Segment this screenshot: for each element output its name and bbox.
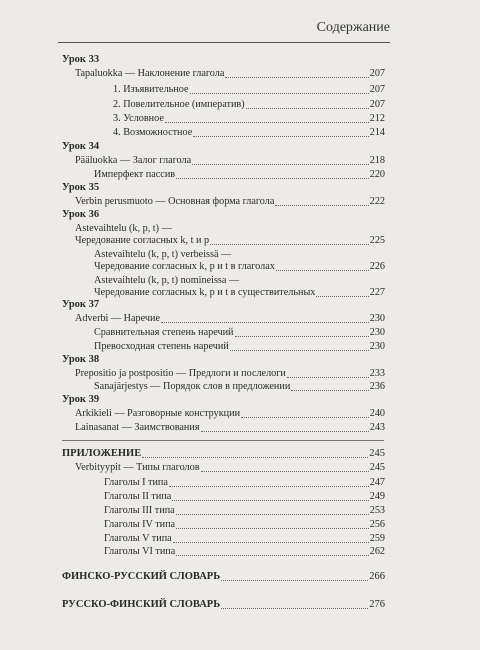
toc-page-number: 236 [369, 381, 385, 392]
dot-leader [291, 382, 368, 391]
dot-leader [221, 572, 368, 581]
toc-entry[interactable] [94, 169, 385, 181]
dot-leader [161, 314, 369, 323]
dot-leader [172, 492, 368, 501]
toc-entry[interactable] [94, 381, 385, 393]
dot-leader [190, 85, 369, 94]
toc-page-number: 247 [369, 477, 385, 488]
toc-page-number: 207 [369, 99, 385, 110]
toc-entry-text: Глаголы V типа [104, 533, 172, 544]
dot-leader [225, 69, 368, 78]
toc-entry[interactable] [75, 196, 385, 208]
dot-leader [201, 423, 369, 432]
dot-leader [173, 534, 369, 543]
dot-leader [169, 478, 369, 487]
toc-page-number: 240 [369, 408, 385, 419]
dot-leader [241, 409, 369, 418]
dot-leader [246, 100, 369, 109]
toc-entry-text: Имперфект пассив [94, 169, 176, 180]
toc-page-number: 245 [369, 462, 385, 473]
toc-entry[interactable] [75, 235, 385, 247]
toc-entry[interactable] [75, 155, 385, 167]
toc-entry[interactable] [75, 462, 385, 474]
toc-entry-text: Verbityypit — Типы глаголов [75, 462, 200, 473]
toc-entry[interactable] [104, 505, 385, 517]
toc-entry-text: 2. Повелительное (императив) [113, 99, 245, 110]
toc-entry-text: Verbin perusmuoto — Основная форма глагола [75, 196, 275, 207]
toc-page-number: 230 [369, 341, 385, 352]
toc-page-number: 207 [369, 84, 385, 95]
toc-entry[interactable] [75, 313, 385, 325]
toc-entry[interactable] [113, 113, 385, 125]
toc-entry-text: Глаголы II типа [104, 491, 172, 502]
dot-leader [201, 463, 369, 472]
dot-leader [176, 506, 369, 515]
lesson-heading: Урок 36 [62, 209, 100, 220]
toc-page-number: 218 [369, 155, 385, 166]
toc-page-number: 233 [369, 368, 385, 379]
toc-page-number: 222 [369, 196, 385, 207]
toc-page-number: 243 [369, 422, 385, 433]
toc-entry-text: Превосходная степень наречий [94, 341, 229, 352]
toc-page-number: 249 [369, 491, 385, 502]
dot-leader [142, 449, 368, 458]
toc-entry-text: Глаголы III типа [104, 505, 175, 516]
toc-page-number: 207 [369, 68, 385, 79]
appendix-heading[interactable] [62, 448, 385, 460]
toc-entry[interactable] [75, 68, 385, 80]
toc-entry-text: Arkikieli — Разговорные конструкции [75, 408, 241, 419]
dot-leader [275, 197, 368, 206]
dot-leader [176, 520, 369, 529]
toc-entry-text: ПРИЛОЖЕНИЕ [62, 448, 142, 459]
toc-entry-text: Чередование согласных k, t и p [75, 235, 210, 246]
divider [62, 440, 384, 441]
toc-entry-text: Глаголы I типа [104, 477, 168, 488]
dictionary-fi-ru-entry[interactable] [62, 571, 385, 583]
toc-entry-text: РУССКО-ФИНСКИЙ СЛОВАРЬ [62, 599, 221, 610]
dictionary-ru-fi-entry[interactable] [62, 599, 385, 611]
toc-entry[interactable] [75, 408, 385, 420]
toc-entry-line: Astevaihtelu (k, p, t) verbeissä — [94, 249, 232, 260]
toc-entry[interactable] [113, 99, 385, 111]
toc-entry-text: Чередование согласных k, p и t в глаголах [94, 261, 275, 272]
toc-entry-text: 1. Изъявительное [113, 84, 189, 95]
toc-entry[interactable] [94, 261, 385, 273]
toc-entry-text: 3. Условное [113, 113, 164, 124]
toc-entry-text: Sanajärjestys — Порядок слов в предложении [94, 381, 291, 392]
toc-entry[interactable] [104, 491, 385, 503]
toc-entry[interactable] [94, 341, 385, 353]
toc-entry[interactable] [75, 422, 385, 434]
lesson-heading: Урок 37 [62, 299, 100, 310]
toc-entry[interactable] [94, 327, 385, 339]
toc-page-number: 256 [369, 519, 385, 530]
toc-entry-text: Сравнительная степень наречий [94, 327, 234, 338]
toc-page-number: 276 [369, 599, 385, 610]
toc-entry-line: Astevaihtelu (k, p, t) — [75, 223, 172, 234]
lesson-heading: Урок 38 [62, 354, 100, 365]
toc-page-number: 262 [369, 546, 385, 557]
dot-leader [316, 288, 368, 297]
toc-entry-text: Глаголы IV типа [104, 519, 176, 530]
toc-page-number: 230 [369, 327, 385, 338]
toc-entry-text: ФИНСКО-РУССКИЙ СЛОВАРЬ [62, 571, 221, 582]
toc-page-number: 214 [369, 127, 385, 138]
toc-entry[interactable] [94, 287, 385, 299]
toc-entry-text: Adverbi — Наречие [75, 313, 161, 324]
lesson-heading: Урок 34 [62, 141, 100, 152]
dot-leader [176, 547, 368, 556]
toc-entry[interactable] [104, 546, 385, 558]
dot-leader [210, 236, 369, 245]
toc-entry-text: Prepositio ja postpositio — Предлоги и послелоги [75, 368, 286, 379]
dot-leader [192, 156, 369, 165]
dot-leader [235, 328, 369, 337]
toc-entry[interactable] [113, 84, 385, 96]
toc-page-number: 226 [369, 261, 385, 272]
toc-page-number: 245 [369, 448, 385, 459]
toc-page-number: 225 [369, 235, 385, 246]
toc-entry-line: Astevaihtelu (k, p, t) nomineissa — [94, 275, 240, 286]
toc-entry-text: 4. Возможностное [113, 127, 193, 138]
toc-entry[interactable] [104, 533, 385, 545]
dot-leader [165, 114, 369, 123]
dot-leader [287, 369, 369, 378]
toc-page-number: 266 [369, 571, 385, 582]
toc-page-number: 212 [369, 113, 385, 124]
toc-entry-text: Tapaluokka — Наклонение глагола [75, 68, 225, 79]
toc-entry-text: Чередование согласных k, p и t в существительных [94, 287, 316, 298]
dot-leader [176, 170, 369, 179]
toc-page-number: 220 [369, 169, 385, 180]
lesson-heading: Урок 39 [62, 394, 100, 405]
dot-leader [221, 600, 368, 609]
page-title: Содержание [316, 20, 390, 35]
toc-entry[interactable] [104, 519, 385, 531]
lesson-heading: Урок 35 [62, 182, 100, 193]
dot-leader [193, 128, 368, 137]
toc-page-number: 253 [369, 505, 385, 516]
toc-entry[interactable] [113, 127, 385, 139]
toc-entry[interactable] [75, 368, 385, 380]
toc-entry-text: Pääluokka — Залог глагола [75, 155, 192, 166]
toc-page-number: 227 [369, 287, 385, 298]
dot-leader [276, 262, 369, 271]
toc-entry[interactable] [104, 477, 385, 489]
lesson-heading: Урок 33 [62, 54, 100, 65]
toc-page-number: 259 [369, 533, 385, 544]
toc-entry-text: Lainasanat — Заимствования [75, 422, 200, 433]
toc-page-number: 230 [369, 313, 385, 324]
dot-leader [230, 342, 369, 351]
toc-entry-text: Глаголы VI типа [104, 546, 176, 557]
